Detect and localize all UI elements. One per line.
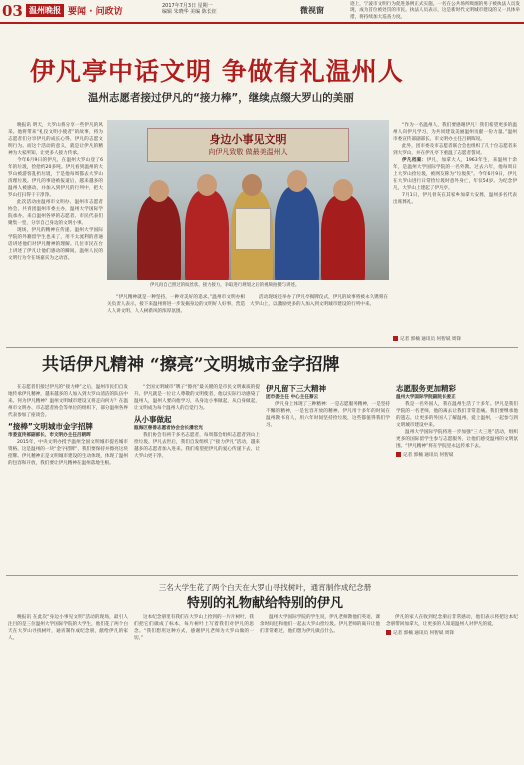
paragraph: 活动现场还举办了伊凡亭揭牌仪式，伊凡的故事将被永久镌刻在大罗山上，以激励更多的人加入到文明城市建设的行列中来。 <box>250 295 388 307</box>
paragraph: 今年6月9日的伊凡，在温州大罗山登了6年的垃圾，捡拾约20多吨。伊凡看到温州的大罗山被游客乱扔垃圾，于是他每周都去大罗山清理垃圾。伊凡的事迹被报道后，越来越多的温州人被感动，并加入到伊凡的行列中，把大罗山打扫得干干净净。 <box>8 158 103 198</box>
paragraph: 温州大学国际学院的学生说，伊凡老师教他们英语，课余时间还和他们一起去大罗山捡垃圾。伊凡老师的离开让他们非常难过，他们想为伊凡做点什么。 <box>260 615 380 634</box>
person-figure <box>137 195 181 280</box>
subhead: “接棒”文明城市金字招牌 <box>8 422 93 431</box>
byline-square-icon <box>396 452 401 457</box>
main-column-2 <box>107 294 245 344</box>
paragraph: 我们协会有两千多名志愿者，每周都会组织志愿者到山上捡垃圾。伊凡去世后，我们自发组织了“接力伊凡”活动，越来越多的志愿者加入进来。我们希望把伊凡的爱心传递下去，让大罗山更干净。 <box>134 433 260 459</box>
editors-text: 编辑 朱晓华 美编 陈长征 <box>162 9 217 15</box>
bio-label: 伊凡档案： <box>402 158 427 163</box>
story2-byline: 记者 郭楠 通讯员 何智斌 <box>396 452 518 459</box>
header-rule <box>0 22 524 24</box>
paragraph: 晚报讯 明天，大罗山将分享一些伊凡的风采。他将带来“礼仪文明小使者”的故事，将为志愿者们分享伊凡的成长心得、伊凡的志愿文明行为。而这个活动的意义，就是让伊凡的精神为大家所知，让更多人接力传承。 <box>8 123 103 156</box>
event-photo <box>107 120 389 280</box>
photo-caption: 伊凡再自己照过的纹丝状、接力接力，争取进行规划之后的视频拍摄与讲述。 <box>150 283 300 288</box>
main-right-column <box>393 122 517 334</box>
byline-square-icon <box>386 630 391 635</box>
story3-column-1 <box>8 614 128 760</box>
paragraph: 我是一名外国人，我在温州生活了十多年。伊凡是我们学院的一名老师，他的离去让我们非常悲痛。我们要继承他的遗志，让更多的外国人了解温州、爱上温州，一起参与到文明城市建设中来。 <box>396 402 518 428</box>
paragraph: “伊凡精神就是一种坚持，一种对美好的追求。”温州市文明办相关负责人表示，接下来温州将进一步发掘身边的文明好人好事，营造人人讲文明、人人树新风的浓厚氛围。 <box>107 295 245 314</box>
banner-subtitle: 向伊凡致敬 做最美温州人 <box>208 148 288 156</box>
person-face <box>333 179 353 201</box>
story2-column-4 <box>396 384 518 570</box>
subhead: 志愿服务更加精彩 <box>396 384 456 393</box>
story2-headline: 共话伊凡精神 “擦亮”文明城市金字招牌 <box>42 355 340 375</box>
person-face <box>149 180 169 202</box>
main-headline: 伊凡亭中话文明 争做有礼温州人 <box>30 57 404 86</box>
date-text: 2017年7月3日 星期一 <box>162 3 213 9</box>
main-byline: 记者 郭楠 通讯员 何智斌 周锋 <box>393 336 517 342</box>
person-figure <box>321 195 365 280</box>
story2-column-2 <box>134 384 260 570</box>
section-name: 要闻 · 问政访 <box>68 7 123 17</box>
brand-label: 微视窗 <box>300 6 324 15</box>
story3-column-4 <box>386 614 518 760</box>
story2-column-1 <box>8 384 128 570</box>
person-face <box>242 174 262 196</box>
paragraph: 这本纪念册里有我们在大罗山上捡到的一片片树叶，我们把它们做成了标本，每片树叶上写着我们对伊凡的思念。“我们想用这种方式，感谢伊凡老师为大罗山做的一切。” <box>134 615 254 641</box>
section-divider <box>6 575 518 576</box>
page-number: 03 <box>2 2 23 20</box>
paragraph: 现场，伊凡的精神在传递。温州大学国际学院的外籍留学生也来了，用不太流利的普通话讲述他们对伊凡精神的理解。几位市民在台上讲述了伊凡让他们感动的瞬间。温州人民的文明行为令在场嘉宾为之动容。 <box>8 228 103 261</box>
paragraph: 此外，团市委及市志愿者联合会也组织了几十位志愿者来到大罗山，并在伊凡亭下重温了志愿者誓词。 <box>393 144 517 156</box>
story3-column-2 <box>134 614 254 760</box>
memorial-book <box>235 208 271 250</box>
banner-title: 身边小事见文明 <box>209 133 287 146</box>
main-column-3 <box>250 294 388 344</box>
person-face <box>197 174 217 196</box>
subhead: 伊凡留下三大精神 <box>266 384 326 393</box>
subhead-meta: 市委宣传部副部长、市文明办主任吕朝晖 <box>8 433 91 438</box>
story3-byline: 记者 郭楠 通讯员 何智斌 周锋 <box>386 630 518 637</box>
paper-tag: 温州晚报 <box>26 4 64 17</box>
person-figure <box>275 186 319 280</box>
story3-headline: 特别的礼物献给特别的伊凡 <box>186 596 343 611</box>
person-face <box>287 170 307 192</box>
paragraph: 晚报讯 在此次“身边小事见文明”活动的现场，最引人注目的是三位温州大学国际学院的大学生，他们花了两个白天在大罗山寻找树叶，通宵制作成纪念册，献给伊凡的家人。 <box>8 615 128 641</box>
photo-banner <box>147 128 349 162</box>
subhead-meta: 温州大学国际学院副院长姜正 <box>396 395 456 400</box>
subhead: 从小事做起 <box>134 415 172 424</box>
section-divider <box>6 347 518 348</box>
issue-date <box>162 3 217 15</box>
subhead-meta: 瓯海区慈善志愿者协会会长潘宏光 <box>134 426 203 431</box>
paragraph: 伊凡身上体现了三种精神：一是志愿服务精神，一是坚持不懈的精神，一是包容开放的精神。伊凡用十多年的时间在温州教书育人，用六年时间坚持捡垃圾，这些都值得我们学习。 <box>266 402 390 428</box>
paragraph: 伊凡的家人在收到纪念册后非常感动，他们表示将把这本纪念册带回加拿大，让更多的人知道温州人对伊凡的爱。 <box>386 615 518 627</box>
story3-kicker: 三名大学生花了两个白天在大罗山寻找树叶，通宵制作成纪念册 <box>158 583 372 592</box>
paragraph: “作为一名温州人，我们要感谢伊凡！我们希望更多的温州人向伊凡学习，为共同建设美丽温州贡献一份力量。”温州市委宣传部副部长、市文明办主任吕朝晖说。 <box>393 123 517 142</box>
main-subtitle: 温州志愿者接过伊凡的“接力棒”，继续点缀大罗山的美丽 <box>88 92 354 104</box>
paragraph: 7月1日，伊凡骨灰在其家乡加拿大安葬，温州多名代表出席葬礼。 <box>393 193 517 205</box>
byline-square-icon <box>393 336 398 341</box>
paragraph: 温州大学国际学院将进一步加强“三大三进”活动，组织更多的国际留学生参与志愿服务，让他们感受温州的文明氛围。“伊凡精神”将在学院里永远传承下去。 <box>396 430 518 449</box>
person-figure <box>185 190 229 280</box>
paragraph: 2015年，中央文明办授予温州全国文明城市提名城市资格。这是温州的一块“金字招牌”，我们要保持并擦亮这块招牌。伊凡精神正是文明城市建设的生动体现，体现了温州的包容和开放，我们要让伊凡精神在温州落地生根。 <box>8 440 128 466</box>
subhead-meta: 团市委主任 中心主任蔡云 <box>266 395 319 400</box>
header-quote: 迹上，宁波市文明行为促进条例正式实施。一名在公共场所吸烟的男子被执法人员发现，成为首位被处罚的市民。执法人员表示，这是新时代文明城市建设的又一具体举措，将持续加大巡查力度。 <box>350 2 520 20</box>
story3-column-3 <box>260 614 380 760</box>
main-column-1 <box>8 122 103 310</box>
paragraph: “全国文明城市”牌子“擦亮”最关键的是市民文明素质的提升。伊凡就是一位让人尊敬的文明使者，他以实际行动感染了温州人，温州人要向他学习，从身边小事做起，从自身做起，让文明成为每个温州人的自觉行为。 <box>134 385 260 411</box>
paragraph: 此次活动由温州市文明办、温州市志愿者协会、共青团温州市委主办，温州大学国际学院承办。来自温州各界的志愿者、市民代表们聚集一堂，分享自己身边的文明小事。 <box>8 200 103 226</box>
bio-text: 伊凡，加拿大人，1963年生，来温州十余年，是温州大学国际学院的一名外教。过去六年，他每周日上大罗山捡垃圾，被网友称为“垃圾侠”。今年6月9日，伊凡在大罗山进行日常捡垃圾时意外身亡，年仅54岁。为纪念伊凡，大罗山上建起了伊凡亭。 <box>393 158 517 191</box>
story2-column-3 <box>266 384 390 570</box>
paragraph: 在志愿者们接过伊凡的“接力棒”之后，温州市民们自发地传承伊凡精神，越来越多的人加入到大罗山清洁的队伍中来。何为伊凡精神？温州文明城市建设又将走向何方？在温州市文明办、市志愿者协会等单位的组织下，部分温州各界代表参加了座谈会。 <box>8 385 128 418</box>
